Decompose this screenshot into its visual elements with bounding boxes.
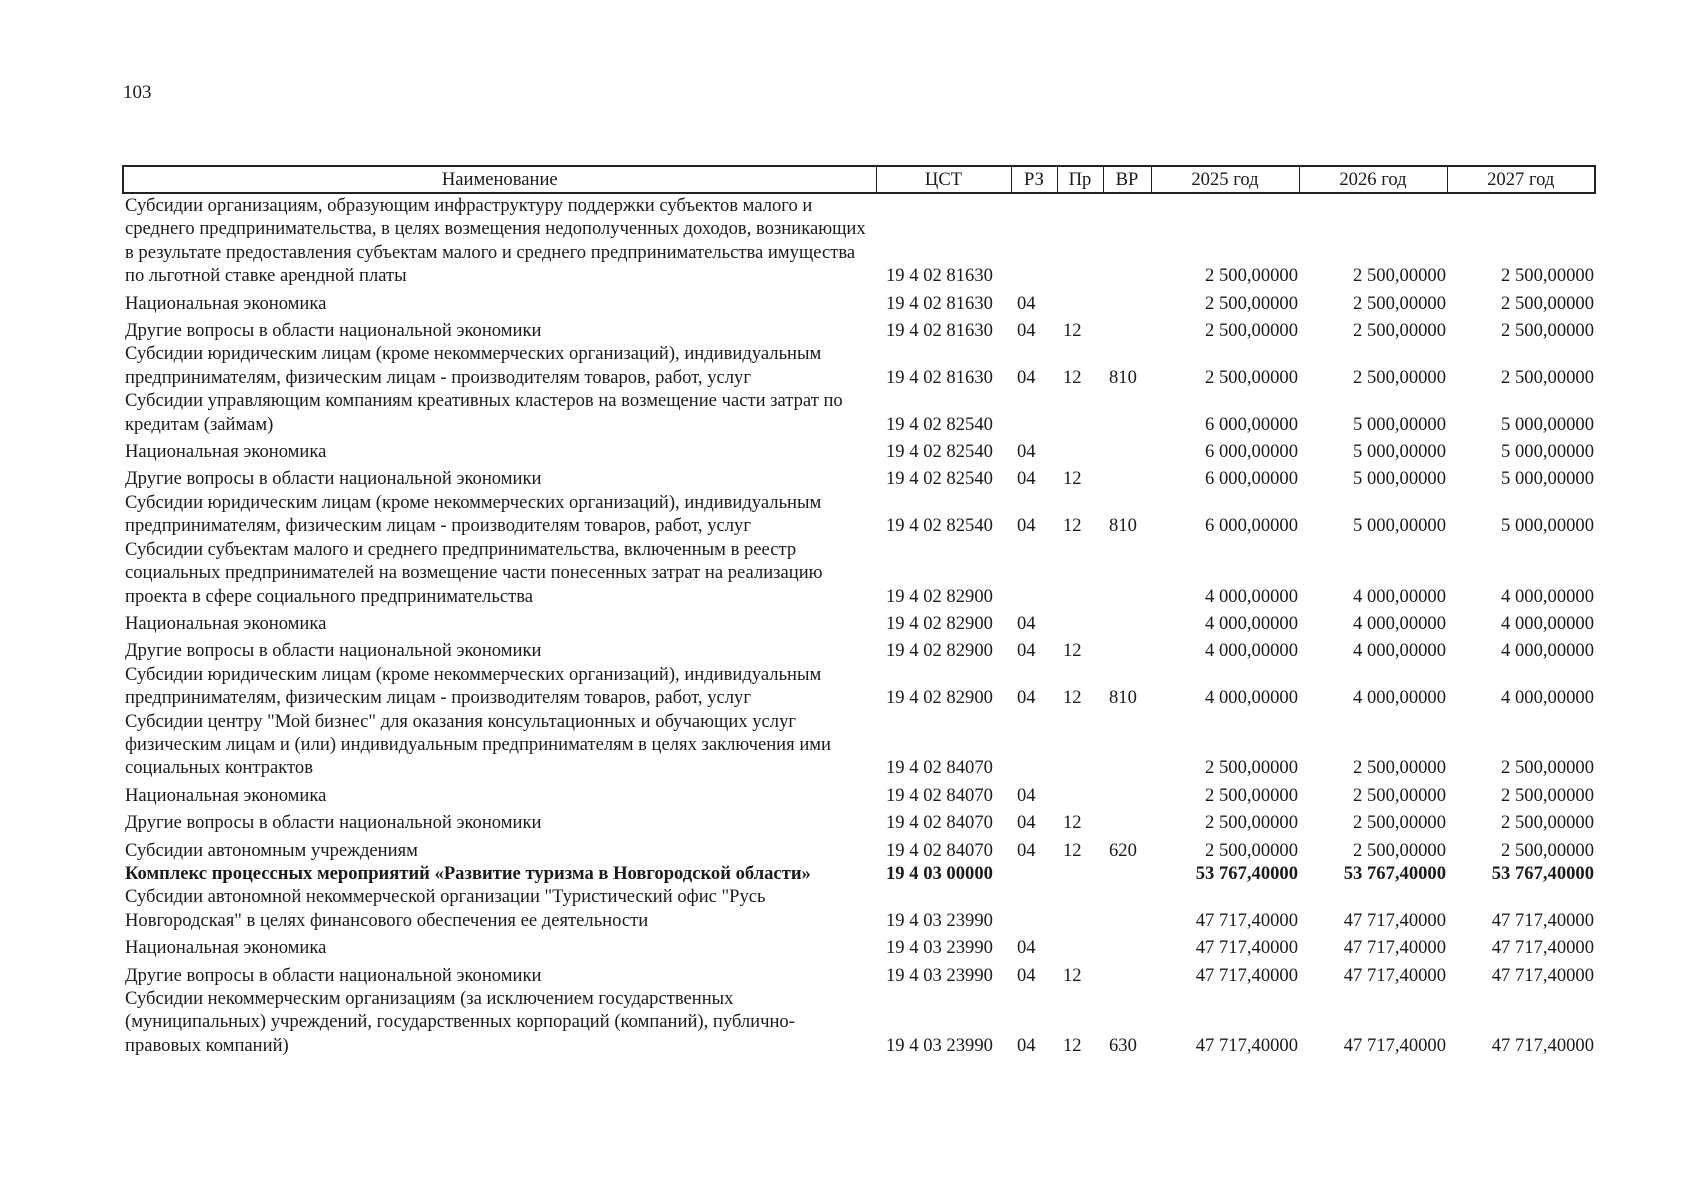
row-2027: 5 000,00000 xyxy=(1501,468,1594,490)
table-row xyxy=(123,780,1595,807)
row-2027: 53 767,40000 xyxy=(1491,862,1594,884)
table-row xyxy=(123,663,1595,710)
row-2027: 5 000,00000 xyxy=(1501,515,1594,537)
row-2027: 2 500,00000 xyxy=(1501,366,1594,388)
row-2026: 2 500,00000 xyxy=(1353,320,1446,342)
row-2027: 47 717,40000 xyxy=(1491,1034,1594,1056)
row-2025: 6 000,00000 xyxy=(1205,515,1298,537)
row-2025: 4 000,00000 xyxy=(1205,687,1298,709)
row-2025: 6 000,00000 xyxy=(1205,441,1298,463)
row-2026: 2 500,00000 xyxy=(1353,757,1446,779)
row-rz: 04 xyxy=(1017,640,1036,662)
row-name: Другие вопросы в области национальной экономики xyxy=(125,468,542,490)
row-2026: 47 717,40000 xyxy=(1343,937,1446,959)
row-vr xyxy=(1103,932,1151,959)
row-2026: 5 000,00000 xyxy=(1353,468,1446,490)
row-2025: 6 000,00000 xyxy=(1205,468,1298,490)
row-2025: 2 500,00000 xyxy=(1205,265,1298,287)
row-pr: 12 xyxy=(1063,515,1082,537)
row-name: Национальная экономика xyxy=(125,292,327,314)
row-rz: 04 xyxy=(1017,839,1036,861)
row-vr xyxy=(1103,288,1151,315)
row-pr xyxy=(1057,932,1103,959)
row-2026: 2 500,00000 xyxy=(1353,265,1446,287)
row-2025: 4 000,00000 xyxy=(1205,640,1298,662)
table-row xyxy=(123,835,1595,862)
row-rz: 04 xyxy=(1017,366,1036,388)
header-pr: Пр xyxy=(1057,166,1103,193)
row-vr: 810 xyxy=(1109,687,1137,709)
table-row xyxy=(123,491,1595,538)
header-name: Наименование xyxy=(123,166,876,193)
row-pr: 12 xyxy=(1063,964,1082,986)
row-2025: 2 500,00000 xyxy=(1205,366,1298,388)
table-row xyxy=(123,608,1595,635)
header-2026: 2026 год xyxy=(1299,166,1447,193)
row-vr xyxy=(1103,635,1151,662)
row-pr: 12 xyxy=(1063,687,1082,709)
row-vr xyxy=(1103,315,1151,342)
row-pr: 12 xyxy=(1063,366,1082,388)
row-name: Субсидии организациям, образующим инфраструктуру поддержки субъектов малого и среднего предпринимательства, в целях возмещения недополученных доходов, возникающих в результате предоставления субъектам малого и среднего предпринимательства имущества по льготной ставке арендной платы xyxy=(125,195,866,287)
table-row xyxy=(123,463,1595,490)
row-vr xyxy=(1103,710,1151,780)
row-name: Субсидии автономной некоммерческой организации "Туристический офис "Русь Новгородская" в целях финансового обеспечения ее деятельности xyxy=(125,886,766,931)
row-2026: 4 000,00000 xyxy=(1353,640,1446,662)
row-2026: 53 767,40000 xyxy=(1343,862,1446,884)
row-rz: 04 xyxy=(1017,612,1036,634)
row-2027: 5 000,00000 xyxy=(1501,413,1594,435)
row-rz: 04 xyxy=(1017,937,1036,959)
row-2025: 2 500,00000 xyxy=(1205,784,1298,806)
row-name: Национальная экономика xyxy=(125,612,327,634)
row-cst: 19 4 02 82900 xyxy=(886,585,993,607)
row-2027: 5 000,00000 xyxy=(1501,441,1594,463)
row-2027: 4 000,00000 xyxy=(1501,612,1594,634)
table-row xyxy=(123,862,1595,885)
row-vr xyxy=(1103,885,1151,932)
row-2026: 47 717,40000 xyxy=(1343,964,1446,986)
header-2027: 2027 год xyxy=(1447,166,1595,193)
table-row xyxy=(123,288,1595,315)
row-2025: 47 717,40000 xyxy=(1195,1034,1298,1056)
table-row xyxy=(123,807,1595,834)
row-vr: 630 xyxy=(1109,1034,1137,1056)
row-2027: 4 000,00000 xyxy=(1501,585,1594,607)
row-rz: 04 xyxy=(1017,468,1036,490)
row-cst: 19 4 02 82540 xyxy=(886,441,993,463)
row-2026: 2 500,00000 xyxy=(1353,292,1446,314)
row-cst: 19 4 02 81630 xyxy=(886,292,993,314)
row-2025: 2 500,00000 xyxy=(1205,757,1298,779)
row-pr: 12 xyxy=(1063,640,1082,662)
row-2027: 2 500,00000 xyxy=(1501,320,1594,342)
row-2027: 2 500,00000 xyxy=(1501,784,1594,806)
row-rz: 04 xyxy=(1017,515,1036,537)
row-pr xyxy=(1057,389,1103,436)
row-2027: 2 500,00000 xyxy=(1501,757,1594,779)
row-2025: 2 500,00000 xyxy=(1205,320,1298,342)
row-rz: 04 xyxy=(1017,784,1036,806)
row-2025: 2 500,00000 xyxy=(1205,839,1298,861)
row-cst: 19 4 03 23990 xyxy=(886,937,993,959)
header-rz: РЗ xyxy=(1011,166,1057,193)
row-rz xyxy=(1011,538,1057,608)
table-row xyxy=(123,987,1595,1057)
row-name: Другие вопросы в области национальной экономики xyxy=(125,812,542,834)
row-name: Комплекс процессных мероприятий «Развитие туризма в Новгородской области» xyxy=(125,862,811,884)
row-2026: 2 500,00000 xyxy=(1353,812,1446,834)
row-rz: 04 xyxy=(1017,687,1036,709)
row-2026: 5 000,00000 xyxy=(1353,515,1446,537)
row-name: Субсидии субъектам малого и среднего предпринимательства, включенным в реестр социальных предпринимателей на возмещение части понесенных затрат на реализацию проекта в сфере социального предпринимательства xyxy=(125,538,823,607)
budget-table xyxy=(122,165,1596,1057)
row-rz xyxy=(1011,389,1057,436)
row-pr: 12 xyxy=(1063,812,1082,834)
table-row xyxy=(123,960,1595,987)
row-name: Субсидии управляющим компаниям креативных кластеров на возмещение части затрат по кредитам (займам) xyxy=(125,390,843,435)
row-cst: 19 4 02 81630 xyxy=(886,366,993,388)
row-cst: 19 4 03 00000 xyxy=(886,862,993,884)
row-vr xyxy=(1103,780,1151,807)
row-2026: 4 000,00000 xyxy=(1353,687,1446,709)
row-2026: 47 717,40000 xyxy=(1343,909,1446,931)
row-cst: 19 4 02 82540 xyxy=(886,413,993,435)
row-pr xyxy=(1057,538,1103,608)
row-2025: 4 000,00000 xyxy=(1205,612,1298,634)
row-vr xyxy=(1103,807,1151,834)
table-row xyxy=(123,932,1595,959)
row-pr: 12 xyxy=(1063,468,1082,490)
row-2026: 4 000,00000 xyxy=(1353,612,1446,634)
header-vr: ВР xyxy=(1103,166,1151,193)
row-2027: 2 500,00000 xyxy=(1501,265,1594,287)
row-rz: 04 xyxy=(1017,441,1036,463)
row-2025: 47 717,40000 xyxy=(1195,937,1298,959)
row-name: Национальная экономика xyxy=(125,784,327,806)
row-cst: 19 4 02 84070 xyxy=(886,757,993,779)
row-cst: 19 4 03 23990 xyxy=(886,1034,993,1056)
row-2026: 4 000,00000 xyxy=(1353,585,1446,607)
row-name: Субсидии юридическим лицам (кроме некоммерческих организаций), индивидуальным предпринимателям, физическим лицам - производителям товаров, работ, услуг xyxy=(125,491,822,537)
row-2027: 4 000,00000 xyxy=(1501,640,1594,662)
row-2025: 2 500,00000 xyxy=(1205,292,1298,314)
row-name: Субсидии некоммерческим организациям (за исключением государственных (муниципальных) учреждений, государственных корпораций (компаний), публично-правовых компаний) xyxy=(125,988,795,1056)
row-pr xyxy=(1057,436,1103,463)
table-row xyxy=(123,436,1595,463)
row-rz xyxy=(1011,710,1057,780)
page-number: 103 xyxy=(123,82,152,103)
row-pr: 12 xyxy=(1063,839,1082,861)
row-name: Другие вопросы в области национальной экономики xyxy=(125,964,542,986)
row-2026: 2 500,00000 xyxy=(1353,839,1446,861)
row-vr xyxy=(1103,960,1151,987)
row-vr xyxy=(1103,436,1151,463)
row-2026: 2 500,00000 xyxy=(1353,366,1446,388)
row-rz xyxy=(1011,885,1057,932)
row-cst: 19 4 02 82900 xyxy=(886,612,993,634)
row-vr xyxy=(1103,389,1151,436)
row-2027: 2 500,00000 xyxy=(1501,839,1594,861)
row-vr xyxy=(1103,538,1151,608)
row-pr xyxy=(1057,608,1103,635)
row-cst: 19 4 02 81630 xyxy=(886,265,993,287)
table-row xyxy=(123,193,1595,288)
row-name: Субсидии юридическим лицам (кроме некоммерческих организаций), индивидуальным предпринимателям, физическим лицам - производителям товаров, работ, услуг xyxy=(125,343,822,388)
row-name: Субсидии автономным учреждениям xyxy=(125,839,418,861)
row-cst: 19 4 02 84070 xyxy=(886,812,993,834)
row-2027: 4 000,00000 xyxy=(1501,687,1594,709)
row-name: Национальная экономика xyxy=(125,937,327,959)
row-cst: 19 4 02 81630 xyxy=(886,320,993,342)
row-name: Другие вопросы в области национальной экономики xyxy=(125,640,542,662)
row-pr: 12 xyxy=(1063,320,1082,342)
row-vr xyxy=(1103,608,1151,635)
row-2027: 2 500,00000 xyxy=(1501,812,1594,834)
row-cst: 19 4 03 23990 xyxy=(886,909,993,931)
row-2025: 2 500,00000 xyxy=(1205,812,1298,834)
row-2026: 2 500,00000 xyxy=(1353,784,1446,806)
row-2027: 2 500,00000 xyxy=(1501,292,1594,314)
row-pr xyxy=(1057,193,1103,288)
row-rz xyxy=(1011,862,1057,885)
row-name: Субсидии юридическим лицам (кроме некоммерческих организаций), индивидуальным предпринимателям, физическим лицам - производителям товаров, работ, услуг xyxy=(125,663,822,709)
row-rz: 04 xyxy=(1017,1034,1036,1056)
header-2025: 2025 год xyxy=(1151,166,1299,193)
row-2027: 47 717,40000 xyxy=(1491,909,1594,931)
row-pr xyxy=(1057,710,1103,780)
row-rz xyxy=(1011,193,1057,288)
row-vr: 620 xyxy=(1109,839,1137,861)
row-vr xyxy=(1103,463,1151,490)
row-cst: 19 4 02 84070 xyxy=(886,839,993,861)
row-name: Субсидии центру "Мой бизнес" для оказания консультационных и обучающих услуг физическим лицам и (или) индивидуальным предпринимателям в целях заключения ими социальных контрактов xyxy=(125,710,831,779)
row-cst: 19 4 02 84070 xyxy=(886,784,993,806)
row-2025: 4 000,00000 xyxy=(1205,585,1298,607)
table-row xyxy=(123,885,1595,932)
row-rz: 04 xyxy=(1017,812,1036,834)
table-body xyxy=(123,193,1595,1057)
row-2025: 53 767,40000 xyxy=(1195,862,1298,884)
row-cst: 19 4 02 82540 xyxy=(886,515,993,537)
row-pr xyxy=(1057,288,1103,315)
row-2026: 47 717,40000 xyxy=(1343,1034,1446,1056)
table-row xyxy=(123,635,1595,662)
row-cst: 19 4 02 82540 xyxy=(886,468,993,490)
row-vr: 810 xyxy=(1109,515,1137,537)
table-row xyxy=(123,342,1595,389)
row-rz: 04 xyxy=(1017,292,1036,314)
row-cst: 19 4 02 82900 xyxy=(886,640,993,662)
row-2027: 47 717,40000 xyxy=(1491,964,1594,986)
row-vr xyxy=(1103,862,1151,885)
header-cst: ЦСТ xyxy=(876,166,1011,193)
row-2025: 47 717,40000 xyxy=(1195,964,1298,986)
table-row xyxy=(123,710,1595,780)
row-pr xyxy=(1057,885,1103,932)
row-name: Другие вопросы в области национальной экономики xyxy=(125,320,542,342)
row-rz: 04 xyxy=(1017,964,1036,986)
row-pr xyxy=(1057,780,1103,807)
row-rz: 04 xyxy=(1017,320,1036,342)
row-cst: 19 4 03 23990 xyxy=(886,964,993,986)
row-2026: 5 000,00000 xyxy=(1353,413,1446,435)
row-2027: 47 717,40000 xyxy=(1491,937,1594,959)
table-row xyxy=(123,538,1595,608)
table-header-row xyxy=(123,166,1595,193)
row-cst: 19 4 02 82900 xyxy=(886,687,993,709)
row-pr xyxy=(1057,862,1103,885)
table-row xyxy=(123,389,1595,436)
row-pr: 12 xyxy=(1063,1034,1082,1056)
row-2026: 5 000,00000 xyxy=(1353,441,1446,463)
row-vr: 810 xyxy=(1109,366,1137,388)
row-2025: 6 000,00000 xyxy=(1205,413,1298,435)
row-name: Национальная экономика xyxy=(125,441,327,463)
row-2025: 47 717,40000 xyxy=(1195,909,1298,931)
row-vr xyxy=(1103,193,1151,288)
table-row xyxy=(123,315,1595,342)
